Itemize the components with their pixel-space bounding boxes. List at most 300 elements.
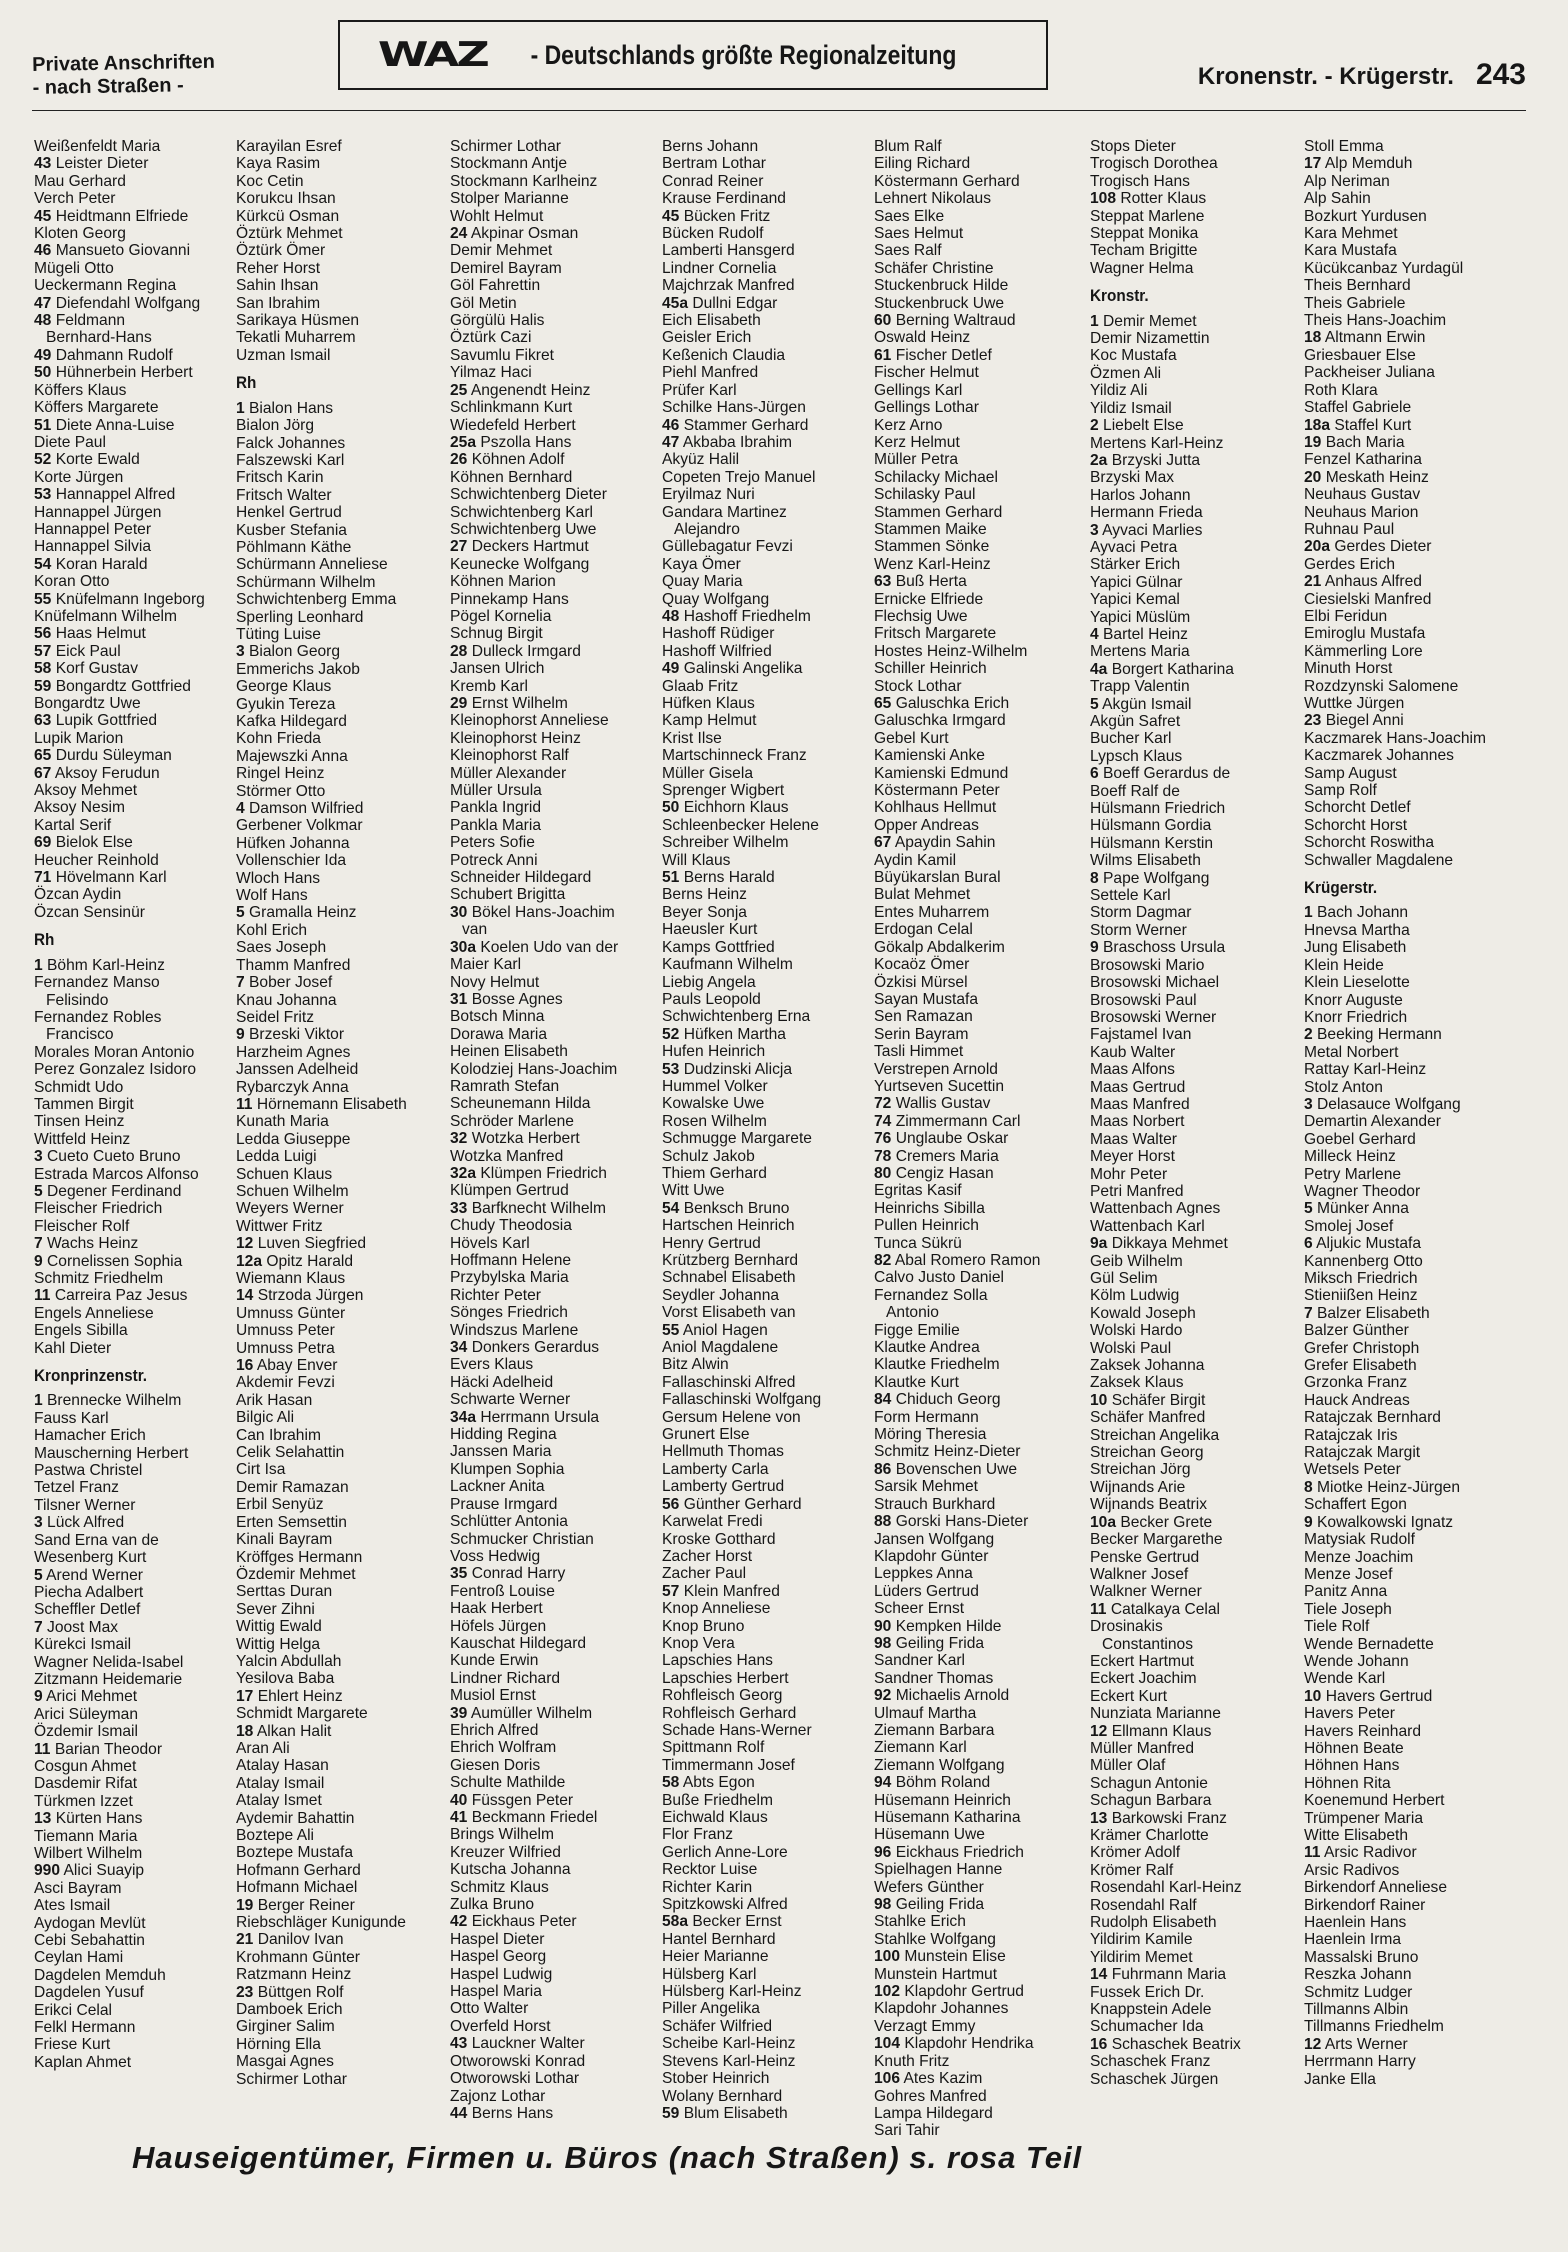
resident-entry: Theis Gabriele — [1304, 294, 1406, 312]
resident-entry: Botsch Minna — [450, 1008, 545, 1026]
resident-entry: 46 Mansueto Giovanni — [34, 242, 191, 260]
resident-entry: Leppkes Anna — [874, 1565, 973, 1583]
resident-entry: Yapici Kemal — [1090, 591, 1180, 609]
resident-entry: Hövels Karl — [450, 1234, 530, 1252]
resident-entry: 55 Knüfelmann Ingeborg — [34, 590, 205, 608]
house-number: 11 — [34, 1740, 51, 1758]
resident-entry: Petry Marlene — [1304, 1165, 1402, 1183]
resident-entry: Kroske Gotthard — [662, 1530, 776, 1548]
resident-entry: Haenlein Irma — [1304, 1931, 1402, 1949]
resident-entry: Schuen Klaus — [236, 1165, 333, 1183]
house-number: 2 — [1304, 1026, 1313, 1044]
house-number: 72 — [874, 1095, 892, 1113]
house-number: 98 — [874, 1634, 892, 1652]
resident-entry: Klümpen Gertrud — [450, 1182, 569, 1200]
resident-entry: 69 Bielok Else — [34, 834, 133, 852]
resident-entry: Kara Mehmet — [1304, 225, 1398, 243]
resident-entry: Kowald Joseph — [1090, 1304, 1196, 1322]
resident-entry: Yildirim Memet — [1090, 1948, 1193, 1966]
resident-entry: Rattay Karl-Heinz — [1304, 1061, 1427, 1079]
resident-entry: 11 Barian Theodor — [34, 1740, 163, 1758]
resident-entry: 4a Borgert Katharina — [1090, 660, 1234, 678]
resident-entry: Fajstamel Ivan — [1090, 1026, 1192, 1044]
resident-entry: Overfeld Horst — [450, 2017, 551, 2035]
waz-logo: WAZ — [377, 35, 488, 75]
resident-entry: Flor Franz — [662, 1826, 734, 1844]
resident-entry: Yilmaz Haci — [450, 364, 532, 382]
resident-entry: 21 Anhaus Alfred — [1304, 573, 1422, 591]
resident-entry: Sever Zihni — [236, 1600, 315, 1618]
resident-entry: Schagun Antonie — [1090, 1774, 1208, 1792]
resident-entry: Krohmann Günter — [236, 1948, 360, 1966]
house-number: 57 — [34, 642, 52, 660]
resident-entry: Wittig Helga — [236, 1635, 321, 1653]
resident-entry: Kaya Ömer — [662, 555, 741, 573]
resident-entry: 53 Hannappel Alfred — [34, 486, 176, 504]
resident-entry: Gellings Lothar — [874, 399, 979, 417]
resident-entry: Geisler Erich — [662, 329, 752, 347]
resident-entry: Umnuss Petra — [236, 1339, 335, 1357]
resident-entry: Öztürk Cazi — [450, 329, 532, 347]
resident-entry: 48 Hashoff Friedhelm — [662, 607, 811, 625]
resident-entry: Felkl Hermann — [34, 2019, 136, 2037]
resident-entry: Samp August — [1304, 764, 1397, 782]
resident-entry: Massalski Bruno — [1304, 1948, 1419, 1966]
resident-entry: Schade Hans-Werner — [662, 1721, 812, 1739]
resident-entry: Kürkcü Osman — [236, 207, 340, 225]
house-number: 52 — [662, 1025, 680, 1043]
column-5 — [874, 138, 1086, 2140]
resident-entry: Oswald Heinz — [874, 329, 971, 347]
resident-entry: Kutscha Johanna — [450, 1861, 571, 1879]
resident-entry: Tiele Joseph — [1304, 1600, 1392, 1618]
resident-entry: 20 Meskath Heinz — [1304, 468, 1429, 486]
resident-entry: Tetzel Franz — [34, 1479, 119, 1497]
house-number: 92 — [874, 1687, 892, 1705]
resident-entry: Reher Horst — [236, 259, 321, 277]
resident-entry: Ratajczak Iris — [1304, 1426, 1398, 1444]
resident-entry: 5 Akgün Ismail — [1090, 695, 1192, 713]
resident-entry: Ratajczak Margit — [1304, 1444, 1421, 1462]
entry-continuation: Francisco — [46, 1026, 114, 1044]
house-number: 49 — [662, 660, 680, 678]
resident-entry: Zacher Paul — [662, 1565, 747, 1583]
resident-entry: 21 Danilov Ivan — [236, 1931, 344, 1949]
resident-entry: Prüfer Karl — [662, 381, 737, 399]
resident-entry: Recktor Luise — [662, 1861, 758, 1879]
house-number: 88 — [874, 1513, 892, 1531]
resident-entry: Cirt Isa — [236, 1461, 286, 1479]
resident-entry: Berns Heinz — [662, 886, 747, 904]
resident-entry: Harlos Johann — [1090, 486, 1191, 504]
resident-entry: Ulmauf Martha — [874, 1704, 977, 1722]
house-number: 7 — [34, 1235, 43, 1253]
resident-entry: Berns Johann — [662, 138, 759, 155]
resident-entry: 1 Demir Memet — [1090, 312, 1197, 330]
resident-entry: Demirel Bayram — [450, 259, 562, 277]
resident-entry: Schwichtenberg Dieter — [450, 486, 607, 504]
resident-entry: Fernandez Manso — [34, 974, 160, 992]
resident-entry: Sandner Thomas — [874, 1669, 994, 1687]
resident-entry: Keunecke Wolfgang — [450, 555, 590, 573]
resident-entry: 31 Bosse Agnes — [450, 990, 563, 1008]
resident-entry: Korukcu Ihsan — [236, 190, 336, 208]
resident-entry: 16 Schaschek Beatrix — [1090, 2035, 1241, 2053]
resident-entry: 27 Deckers Hartmut — [450, 538, 589, 556]
resident-entry: 76 Unglaube Oskar — [874, 1130, 1009, 1148]
resident-entry: 34 Donkers Gerardus — [450, 1339, 600, 1357]
resident-entry: Stober Heinrich — [662, 2070, 770, 2088]
resident-entry: Witte Elisabeth — [1304, 1827, 1409, 1844]
resident-entry: Fernandez Solla — [874, 1286, 988, 1304]
house-number: 19 — [1304, 433, 1322, 451]
house-number: 14 — [236, 1287, 254, 1305]
resident-entry: Kara Mustafa — [1304, 242, 1397, 260]
resident-entry: Eckert Hartmut — [1090, 1652, 1194, 1670]
resident-entry: Hüsemann Katharina — [874, 1809, 1021, 1826]
resident-entry: Knau Johanna — [236, 991, 337, 1009]
resident-entry: Brosowski Paul — [1090, 991, 1197, 1009]
resident-entry: Trogisch Hans — [1090, 172, 1190, 190]
resident-entry: 3 Delasauce Wolfgang — [1304, 1095, 1461, 1113]
resident-entry: Knorr Auguste — [1304, 991, 1403, 1009]
resident-entry: Stevens Karl-Heinz — [662, 2052, 796, 2070]
resident-entry: Gellings Karl — [874, 381, 963, 399]
resident-entry: Höhnen Beate — [1304, 1739, 1404, 1757]
resident-entry: Stuckenbruck Hilde — [874, 277, 1009, 295]
resident-entry: Köstermann Peter — [874, 782, 1000, 800]
street-heading: Rh — [236, 373, 257, 393]
resident-entry: Grefer Christoph — [1304, 1339, 1420, 1357]
resident-entry: 39 Aumüller Wilhelm — [450, 1704, 593, 1722]
resident-entry: Schilacky Michael — [874, 468, 998, 486]
resident-entry: Stolper Marianne — [450, 190, 569, 208]
resident-entry: Kinali Bayram — [236, 1531, 333, 1549]
resident-entry: 74 Zimmermann Carl — [874, 1112, 1021, 1130]
house-number: 104 — [874, 2035, 901, 2053]
house-number: 34 — [450, 1339, 468, 1357]
resident-entry: Schilasky Paul — [874, 486, 976, 504]
resident-entry: Bucher Karl — [1090, 730, 1172, 748]
house-number: 11 — [1304, 1844, 1321, 1862]
house-number: 9 — [1090, 939, 1099, 957]
resident-entry: 10a Becker Grete — [1090, 1513, 1213, 1531]
resident-entry: Metal Norbert — [1304, 1043, 1399, 1061]
resident-entry: Knorr Friedrich — [1304, 1008, 1408, 1026]
resident-entry: Eichwald Klaus — [662, 1809, 768, 1826]
resident-entry: Pankla Maria — [450, 816, 542, 834]
resident-entry: Lindner Cornelia — [662, 259, 777, 277]
resident-entry: Bertram Lothar — [662, 155, 767, 173]
house-number: 24 — [450, 225, 468, 243]
resident-entry: Mohr Peter — [1090, 1165, 1168, 1183]
entry-continuation: Felisindo — [46, 991, 109, 1009]
resident-entry: Staffel Gabriele — [1304, 399, 1412, 417]
resident-entry: 7 Balzer Elisabeth — [1304, 1304, 1430, 1322]
house-number: 31 — [450, 990, 468, 1008]
house-number: 11 — [236, 1095, 253, 1113]
resident-entry: Sönges Friedrich — [450, 1304, 568, 1322]
house-number: 54 — [662, 1199, 680, 1217]
resident-entry: Arsic Radivos — [1304, 1861, 1400, 1879]
house-number: 4 — [236, 800, 245, 818]
resident-entry: Form Hermann — [874, 1408, 979, 1426]
resident-entry: Dorawa Maria — [450, 1025, 548, 1043]
resident-entry: Wende Bernadette — [1304, 1635, 1434, 1653]
resident-entry: Müller Olaf — [1090, 1757, 1166, 1775]
resident-entry: 49 Galinski Angelika — [662, 660, 803, 678]
resident-entry: Koenemund Herbert — [1304, 1792, 1445, 1810]
resident-entry: 9 Kowalkowski Ignatz — [1304, 1513, 1454, 1531]
resident-entry: Wagner Helma — [1090, 259, 1194, 277]
street-heading: Kronprinzenstr. — [34, 1366, 148, 1386]
resident-entry: Gökalp Abdalkerim — [874, 938, 1005, 956]
resident-entry: George Klaus — [236, 678, 332, 696]
resident-entry: 5 Degener Ferdinand — [34, 1182, 182, 1200]
resident-entry: Evers Klaus — [450, 1356, 534, 1374]
resident-entry: Klapdohr Günter — [874, 1547, 989, 1565]
resident-entry: Kowalske Uwe — [662, 1095, 765, 1113]
house-number: 1 — [34, 956, 43, 974]
resident-entry: Störmer Otto — [236, 782, 326, 800]
resident-entry: Yildiz Ali — [1090, 382, 1148, 400]
resident-entry: Kaya Rasim — [236, 155, 321, 173]
resident-entry: Schnabel Elisabeth — [662, 1269, 796, 1287]
resident-entry: Sand Erna van de — [34, 1531, 159, 1549]
resident-entry: 16 Abay Enver — [236, 1357, 338, 1375]
resident-entry: Wiemann Klaus — [236, 1270, 346, 1287]
resident-entry: 98 Geiling Frida — [874, 1634, 985, 1652]
resident-entry: Herrmann Harry — [1304, 2053, 1416, 2071]
resident-entry: 1 Bialon Hans — [236, 399, 334, 417]
resident-entry: Büyükarslan Bural — [874, 869, 1001, 887]
resident-entry: Otworowski Konrad — [450, 2052, 586, 2070]
waz-ad-box — [338, 20, 1048, 90]
resident-entry: Lamberty Gertrud — [662, 1478, 785, 1496]
resident-entry: Klautke Kurt — [874, 1373, 959, 1391]
resident-entry: Lamberti Hansgerd — [662, 242, 795, 260]
resident-entry: Scheunemann Hilda — [450, 1095, 591, 1113]
resident-entry: 59 Blum Elisabeth — [662, 2104, 788, 2122]
resident-entry: Göl Fahrettin — [450, 277, 541, 295]
resident-entry: Demartin Alexander — [1304, 1113, 1441, 1131]
resident-entry: Spielhagen Hanne — [874, 1861, 1003, 1879]
resident-entry: Höhnen Rita — [1304, 1774, 1391, 1792]
house-number: 2a — [1090, 451, 1108, 469]
house-number: 23 — [236, 1983, 254, 2001]
house-number: 56 — [34, 625, 52, 643]
resident-entry: 43 Leister Dieter — [34, 155, 149, 173]
resident-entry: Pöhlmann Käthe — [236, 538, 352, 556]
resident-entry: Kafka Hildegard — [236, 713, 347, 730]
house-number: 43 — [450, 2035, 468, 2053]
resident-entry: Grefer Elisabeth — [1304, 1357, 1417, 1375]
resident-entry: Kröffges Hermann — [236, 1548, 363, 1566]
resident-entry: Demir Mehmet — [450, 242, 553, 260]
resident-entry: Kleinophorst Anneliese — [450, 712, 609, 730]
resident-entry: 10 Havers Gertrud — [1304, 1687, 1433, 1705]
house-number: 65 — [874, 695, 892, 712]
resident-entry: Schwichtenberg Uwe — [450, 520, 597, 538]
resident-entry: Schwarte Werner — [450, 1391, 571, 1409]
resident-entry: Haspel Dieter — [450, 1930, 545, 1948]
house-number: 11 — [1090, 1600, 1107, 1618]
resident-entry: 59 Bongardtz Gottfried — [34, 677, 191, 695]
resident-entry: Haspel Maria — [450, 1983, 542, 2001]
house-number: 84 — [874, 1391, 892, 1409]
resident-entry: Scheffler Detlef — [34, 1601, 141, 1619]
resident-entry: Özcan Sensinür — [34, 903, 145, 921]
resident-entry: 54 Benksch Bruno — [662, 1199, 790, 1217]
house-number: 29 — [450, 695, 468, 712]
resident-entry: Rosendahl Ralf — [1090, 1896, 1197, 1914]
resident-entry: Neuhaus Gustav — [1304, 486, 1421, 504]
resident-entry: Schäfer Wilfried — [662, 2017, 773, 2035]
house-number: 1 — [236, 399, 245, 417]
house-number: 59 — [662, 2104, 680, 2122]
resident-entry: 98 Geiling Frida — [874, 1896, 985, 1914]
resident-entry: Mau Gerhard — [34, 172, 126, 190]
resident-entry: Müller Ursula — [450, 782, 542, 800]
resident-entry: Asci Bayram — [34, 1879, 122, 1897]
resident-entry: Lehnert Nikolaus — [874, 190, 992, 208]
resident-entry: Ringel Heinz — [236, 765, 325, 783]
house-number: 63 — [34, 712, 52, 730]
house-number: 78 — [874, 1147, 892, 1165]
resident-entry: Schürmann Wilhelm — [236, 573, 376, 591]
resident-entry: 34a Herrmann Ursula — [450, 1408, 600, 1426]
resident-entry: Klapdohr Johannes — [874, 2000, 1009, 2018]
resident-entry: Stammen Sönke — [874, 538, 990, 556]
resident-entry: Damboek Erich — [236, 2001, 343, 2019]
resident-entry: 1 Bach Johann — [1304, 904, 1409, 922]
resident-entry: Yesilova Baba — [236, 1670, 335, 1688]
resident-entry: Koc Cetin — [236, 172, 304, 190]
resident-entry: Wefers Günther — [874, 1878, 984, 1896]
resident-entry: 43 Lauckner Walter — [450, 2035, 585, 2053]
resident-entry: Stock Lothar — [874, 677, 962, 695]
resident-entry: 55 Aniol Hagen — [662, 1321, 768, 1339]
resident-entry: Wende Karl — [1304, 1670, 1386, 1688]
resident-entry: 13 Kürten Hans — [34, 1810, 143, 1828]
house-number: 30a — [450, 938, 477, 956]
resident-entry: Krause Ferdinand — [662, 190, 786, 208]
resident-entry: 9 Brzeski Viktor — [236, 1026, 345, 1044]
resident-entry: 52 Hüfken Martha — [662, 1025, 786, 1043]
resident-entry: 44 Berns Hans — [450, 2104, 554, 2122]
resident-entry: Martschinneck Franz — [662, 747, 807, 765]
resident-entry: 18a Staffel Kurt — [1304, 416, 1412, 434]
house-number: 18a — [1304, 416, 1331, 434]
resident-entry: Ruhnau Paul — [1304, 520, 1395, 538]
resident-entry: Rohfleisch Gerhard — [662, 1704, 797, 1722]
resident-entry: Schirmer Lothar — [236, 2070, 347, 2088]
resident-entry: Birkendorf Rainer — [1304, 1896, 1426, 1914]
resident-entry: 49 Dahmann Rudolf — [34, 346, 173, 364]
resident-entry: Hidding Regina — [450, 1426, 557, 1444]
house-number: 5 — [1090, 695, 1099, 713]
resident-entry: Krömer Ralf — [1090, 1861, 1174, 1879]
resident-entry: Özdemir Ismail — [34, 1723, 138, 1741]
resident-entry: Kocaöz Ömer — [874, 956, 970, 974]
resident-entry: Müller Alexander — [450, 764, 567, 782]
resident-entry: 28 Dulleck Irmgard — [450, 642, 581, 660]
house-number: 12 — [1304, 2035, 1322, 2053]
resident-entry: Stops Dieter — [1090, 138, 1176, 155]
house-number: 51 — [34, 416, 52, 434]
resident-entry: Göl Metin — [450, 294, 517, 312]
house-number: 58a — [662, 1913, 689, 1931]
house-number: 35 — [450, 1565, 468, 1583]
resident-entry: 67 Apaydin Sahin — [874, 834, 996, 852]
resident-entry: 42 Eickhaus Peter — [450, 1913, 577, 1931]
resident-entry: Kücükcanbaz Yurdagül — [1304, 259, 1464, 277]
house-number: 20a — [1304, 538, 1331, 556]
resident-entry: 2a Brzyski Jutta — [1090, 451, 1201, 469]
resident-entry: Falck Johannes — [236, 434, 346, 452]
resident-entry: Tunca Sükrü — [874, 1234, 962, 1252]
resident-entry: Will Klaus — [662, 851, 731, 869]
house-number: 17 — [236, 1687, 254, 1705]
directory-columns — [34, 138, 1534, 2138]
resident-entry: Schwichtenberg Karl — [450, 503, 594, 521]
house-number: 106 — [874, 2070, 901, 2088]
resident-entry: Hörning Ella — [236, 2035, 321, 2053]
house-number: 18 — [1304, 329, 1322, 347]
resident-entry: Köffers Klaus — [34, 381, 127, 399]
resident-entry: 4 Bartel Heinz — [1090, 625, 1188, 643]
resident-entry: Erikci Celal — [34, 2001, 112, 2019]
house-number: 21 — [236, 1931, 254, 1949]
resident-entry: 2 Beeking Hermann — [1304, 1026, 1442, 1044]
house-number: 11 — [34, 1287, 51, 1305]
resident-entry: Tiemann Maria — [34, 1827, 138, 1845]
resident-entry: Galuschka Irmgard — [874, 712, 1006, 730]
resident-entry: Stärker Erich — [1090, 556, 1181, 574]
resident-entry: Knop Anneliese — [662, 1600, 771, 1618]
house-number: 9a — [1090, 1235, 1108, 1253]
resident-entry: Petri Manfred — [1090, 1182, 1184, 1200]
resident-entry: Steppat Monika — [1090, 225, 1199, 243]
resident-entry: Serttas Duran — [236, 1583, 333, 1601]
resident-entry: 19 Bach Maria — [1304, 433, 1405, 451]
resident-entry: Kahl Dieter — [34, 1339, 112, 1357]
resident-entry: Dagdelen Memduh — [34, 1966, 166, 1984]
resident-entry: Flechsig Uwe — [874, 607, 968, 625]
resident-entry: Vollenschier Ida — [236, 852, 347, 870]
resident-entry: Wotzka Manfred — [450, 1147, 564, 1165]
waz-slogan: - Deutschlands größte Regionalzeitung — [530, 39, 957, 70]
resident-entry: Stoll Emma — [1304, 138, 1384, 155]
resident-entry: Otworowski Lothar — [450, 2070, 580, 2088]
resident-entry: Theis Hans-Joachim — [1304, 312, 1447, 330]
house-number: 9 — [1304, 1513, 1313, 1531]
resident-entry: Kamps Gottfried — [662, 938, 775, 956]
resident-entry: Estrada Marcos Alfonso — [34, 1165, 199, 1183]
house-number: 76 — [874, 1130, 892, 1148]
resident-entry: Boztepe Mustafa — [236, 1844, 354, 1862]
house-number: 4a — [1090, 660, 1108, 678]
resident-entry: Ledda Luigi — [236, 1148, 317, 1166]
resident-entry: 11 Hörnemann Elisabeth — [236, 1095, 407, 1113]
resident-entry: Storm Werner — [1090, 921, 1187, 939]
resident-entry: Ehrich Alfred — [450, 1721, 539, 1739]
house-number: 48 — [662, 607, 680, 625]
resident-entry: Knop Vera — [662, 1634, 735, 1652]
resident-entry: Wiedefeld Herbert — [450, 416, 576, 434]
resident-entry: Güllebagatur Fevzi — [662, 538, 793, 556]
house-number: 27 — [450, 538, 468, 556]
